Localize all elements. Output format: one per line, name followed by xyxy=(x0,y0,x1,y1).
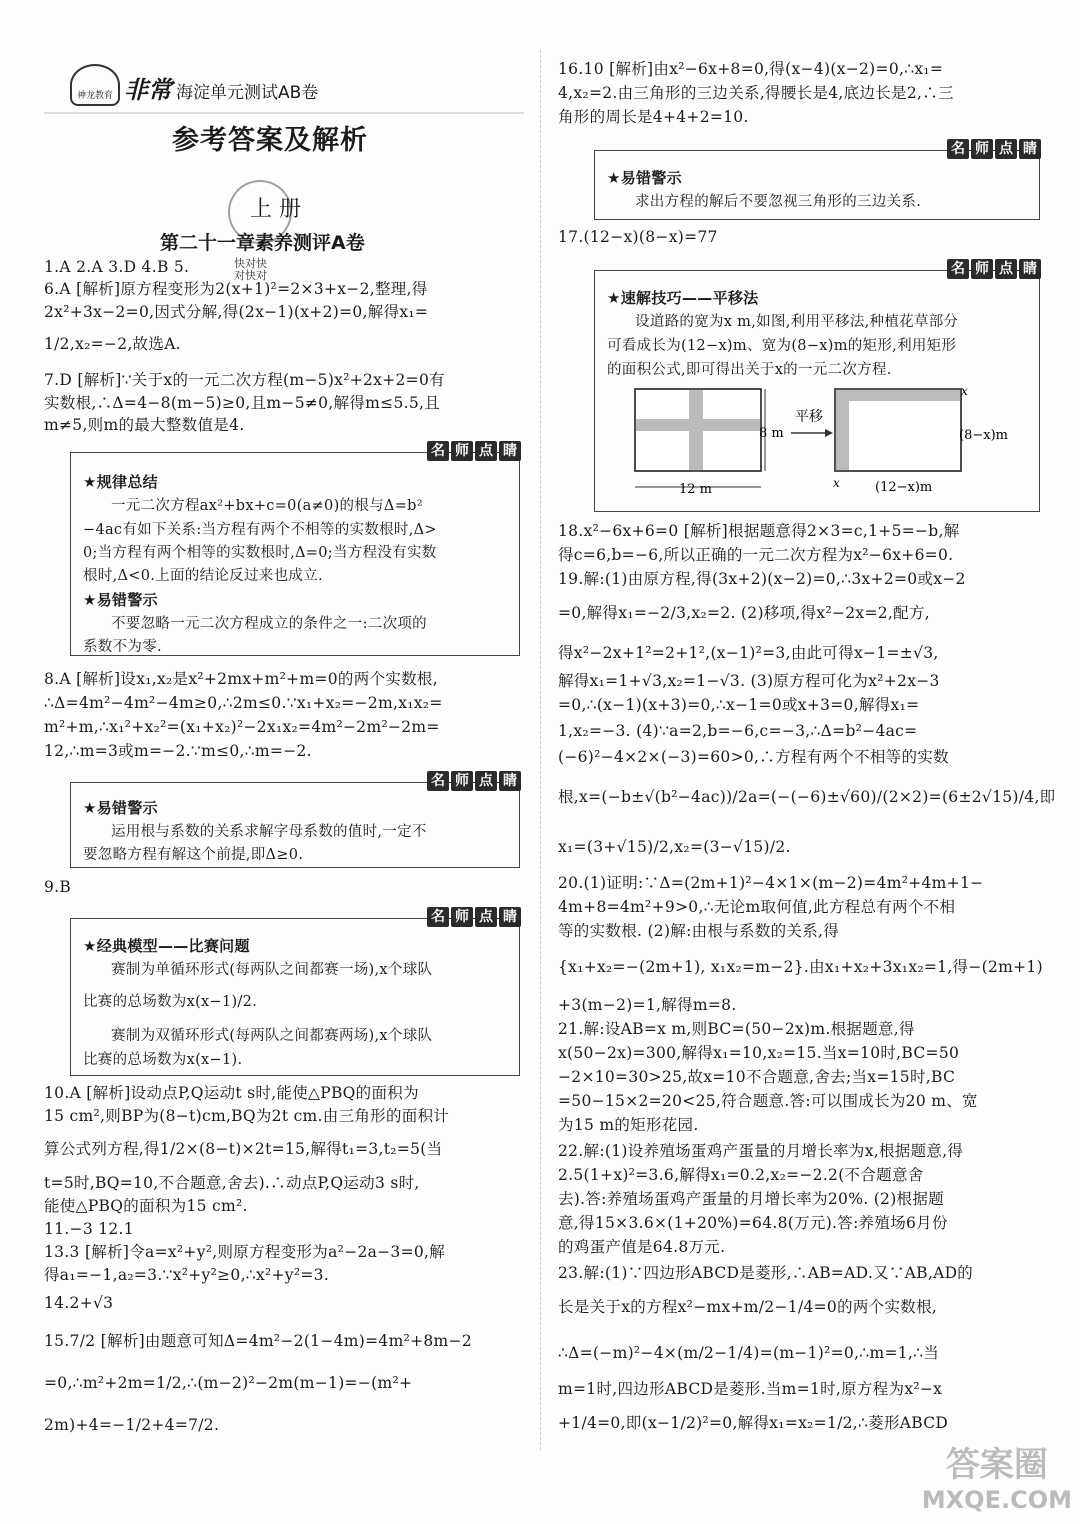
answer-line: (−6)²−4×2×(−3)=60>0,∴方程有两个不相等的实数 xyxy=(558,748,949,766)
answer-line: 得x²−2x+1²=2+1²,(x−1)²=3,由此可得x−1=±√3, xyxy=(558,644,939,662)
badge-char: 师 xyxy=(451,907,473,927)
answer-line: t=5时,BQ=10,不合题意,舍去).∴动点P,Q运动3 s时, xyxy=(44,1174,420,1192)
badge-char: 睛 xyxy=(1019,139,1041,159)
answer-line: 等的实数根. (2)解:由根与系数的关系,得 xyxy=(558,922,840,940)
answer-line: 17.(12−x)(8−x)=77 xyxy=(558,228,718,246)
tip-heading: ★易错警示 xyxy=(83,591,158,609)
tip-text: 系数不为零. xyxy=(83,639,162,655)
answer-line: +3(m−2)=1,解得m=8. xyxy=(558,996,737,1014)
badge-char: 点 xyxy=(475,771,497,791)
badge-char: 名 xyxy=(947,259,969,279)
tip-text: 0;当方程有两个相等的实数根时,Δ=0;当方程没有实数 xyxy=(83,545,437,561)
tip-heading: ★规律总结 xyxy=(83,473,158,491)
answer-line: 9.B xyxy=(44,878,72,896)
tip-text: 赛制为双循环形式(每两队之间都赛两场),x个球队 xyxy=(111,1028,433,1044)
answer-line: 4m+8=4m²+9>0,∴无论m取何值,此方程总有两个不相 xyxy=(558,898,956,916)
badge-char: 睛 xyxy=(1019,259,1041,279)
tip-text: 设道路的宽为x m,如图,利用平移法,种植花草部分 xyxy=(635,314,959,330)
badge-char: 师 xyxy=(971,139,993,159)
fig-w2-label: (12−x)m xyxy=(875,480,933,495)
answer-line: x₁=(3+√15)/2,x₂=(3−√15)/2. xyxy=(558,838,791,856)
answer-line: ∴Δ=4m²−4m²−4m≥0,∴2m≤0.∵x₁+x₂=−2m,x₁x₂= xyxy=(44,694,443,712)
answer-line: 14.2+√3 xyxy=(44,1294,114,1312)
answer-line: 算公式列方程,得1/2×(8−t)×2t=15,解得t₁=3,t₂=5(当 xyxy=(44,1140,443,1158)
answer-line: 8.A [解析]设x₁,x₂是x²+2mx+m²+m=0的两个实数根, xyxy=(44,670,438,688)
answer-line: 根,x=(−b±√(b²−4ac))/2a=(−(−6)±√60)/(2×2)=(6±2√15)/4,即 xyxy=(558,788,1056,806)
answer-line: =0,∴(x−1)(x+3)=0,∴x−1=0或x+3=0,解得x₁= xyxy=(558,696,920,714)
tip-text: 赛制为单循环形式(每两队之间都赛一场),x个球队 xyxy=(111,962,433,978)
tip-text: 一元二次方程ax²+bx+c=0(a≠0)的根与Δ=b² xyxy=(111,498,423,514)
tip-text: 要忽略方程有解这个前提,即Δ≥0. xyxy=(83,847,304,863)
tip-text: 根时,Δ<0.上面的结论反过来也成立. xyxy=(83,568,323,584)
series-title: 海淀单元测试AB卷 xyxy=(176,83,319,103)
tip-badge xyxy=(947,259,1041,279)
fig-arrow-label: 平移 xyxy=(795,409,823,425)
answer-line: 意,得15×3.6×(1+20%)=64.8(万元).答:养殖场6月份 xyxy=(558,1214,948,1232)
badge-char: 睛 xyxy=(499,907,521,927)
fig-x-label: x xyxy=(961,384,968,398)
header-rule xyxy=(44,112,524,114)
badge-char: 名 xyxy=(427,771,449,791)
tip-badge xyxy=(427,907,521,927)
answer-line: 13.3 [解析]令a=x²+y²,则原方程变形为a²−2a−3=0,解 xyxy=(44,1243,446,1261)
answer-line: 23.解:(1)∵四边形ABCD是菱形,∴AB=AD.又∵AB,AD的 xyxy=(558,1264,974,1282)
tip-text: 的面积公式,即可得出关于x的一元二次方程. xyxy=(607,362,892,378)
watermark xyxy=(922,1437,1072,1514)
answer-line: =0,解得x₁=−2/3,x₂=2. (2)移项,得x²−2x=2,配方, xyxy=(558,604,930,622)
fig-width-label: 12 m xyxy=(679,482,713,497)
publisher-logo xyxy=(70,64,120,106)
watermark-line: 答案圈 xyxy=(945,1445,1048,1485)
badge-char: 点 xyxy=(995,259,1017,279)
answer-line: 15 cm²,则BP为(8−t)cm,BQ为2t cm.由三角形的面积计 xyxy=(44,1107,450,1125)
answer-line: m≠5,则m的最大整数值是4. xyxy=(44,416,245,434)
answer-line: 2.5(1+x)²=3.6,解得x₁=0.2,x₂=−2.2(不合题意舍 xyxy=(558,1166,924,1184)
answer-line: 得c=6,b=−6,所以正确的一元二次方程为x²−6x+6=0. xyxy=(558,546,954,564)
fig-x-label: x xyxy=(833,476,840,490)
answer-line: 为15 m的矩形花园. xyxy=(558,1116,699,1134)
answer-line: 10.A [解析]设动点P,Q运动t s时,能使△PBQ的面积为 xyxy=(44,1084,419,1102)
fig-h2-label: (8−x)m xyxy=(959,428,1008,443)
answer-line: 16.10 [解析]由x²−6x+8=0,得(x−4)(x−2)=0,∴x₁= xyxy=(558,60,944,78)
tip-text: 比赛的总场数为x(x−1)/2. xyxy=(83,994,258,1010)
answer-line: 6.A [解析]原方程变形为2(x+1)²=2×3+x−2,整理,得 xyxy=(44,280,428,298)
fig-height-label: 8 m xyxy=(759,426,784,441)
answer-line: 角形的周长是4+4+2=10. xyxy=(558,108,749,126)
answer-line: =50−15×2=20<25,符合题意.答:可以围成长为20 m、宽 xyxy=(558,1092,978,1110)
answer-line: 的鸡蛋产值是64.8万元. xyxy=(558,1238,726,1256)
tip-text: −4ac有如下关系:当方程有两个不相等的实数根时,Δ> xyxy=(83,522,437,538)
badge-char: 点 xyxy=(475,907,497,927)
volume-label: 上 册 xyxy=(250,197,301,222)
answer-line: x(50−2x)=300,解得x₁=10,x₂=15.当x=10时,BC=50 xyxy=(558,1044,960,1062)
tip-badge xyxy=(947,139,1041,159)
tip-box-error-warning xyxy=(70,773,520,868)
answer-line: 20.(1)证明:∵Δ=(2m+1)²−4×1×(m−2)=4m²+4m+1− xyxy=(558,874,984,892)
badge-char: 名 xyxy=(427,441,449,461)
answer-line: 实数根,∴Δ=4−8(m−5)≥0,且m−5≠0,解得m≤5.5,且 xyxy=(44,394,441,412)
tip-text: 求出方程的解后不要忽视三角形的三边关系. xyxy=(635,194,922,210)
answer-line: 21.解:设AB=x m,则BC=(50−2x)m.根据题意,得 xyxy=(558,1020,915,1038)
tip-text: 比赛的总场数为x(x−1). xyxy=(83,1052,243,1068)
translation-figure xyxy=(595,383,1035,509)
badge-char: 师 xyxy=(451,441,473,461)
answer-line: m²+m,∴x₁²+x₂²=(x₁+x₂)²−2x₁x₂=4m²−2m²−2m= xyxy=(44,718,440,736)
answer-line: +1/4=0,即(x−1/2)²=0,解得x₁=x₂=1/2,∴菱形ABCD xyxy=(558,1414,949,1432)
answer-line: 22.解:(1)设养殖场蛋鸡产蛋量的月增长率为x,根据题意,得 xyxy=(558,1142,964,1160)
answer-line: 1/2,x₂=−2,故选A. xyxy=(44,335,181,353)
badge-char: 名 xyxy=(427,907,449,927)
answer-line: 长是关于x的方程x²−mx+m/2−1/4=0的两个实数根, xyxy=(558,1298,938,1316)
answer-line: 7.D [解析]∵关于x的一元二次方程(m−5)x²+2x+2=0有 xyxy=(44,371,445,389)
answer-line: m=1时,四边形ABCD是菱形.当m=1时,原方程为x²−x xyxy=(558,1380,943,1398)
answer-line: 19.解:(1)由原方程,得(3x+2)(x−2)=0,∴3x+2=0或x−2 xyxy=(558,570,966,588)
answer-line: 1,x₂=−3. (4)∵a=2,b=−6,c=−3,∴Δ=b²−4ac= xyxy=(558,722,918,740)
answer-line: 15.7/2 [解析]由题意可知Δ=4m²−2(1−4m)=4m²+8m−2 xyxy=(44,1332,472,1350)
answer-line: 去).答:养殖场蛋鸡产蛋量的月增长率为20%. (2)根据题 xyxy=(558,1190,944,1208)
answer-line: 能使△PBQ的面积为15 cm². xyxy=(44,1197,248,1215)
garden-rect-translated xyxy=(835,389,961,471)
answer-line: −2×10=30>25,故x=10不合题意,舍去;当x=15时,BC xyxy=(558,1068,956,1086)
badge-char: 名 xyxy=(947,139,969,159)
answer-line: ∴Δ=(−m)²−4×(m/2−1/4)=(m−1)²=0,∴m=1,∴当 xyxy=(558,1344,940,1362)
chapter-title: 第二十一章素养测评A卷 xyxy=(160,232,365,254)
tip-text: 不要忽略一元二次方程成立的条件之一:二次项的 xyxy=(111,616,427,632)
badge-char: 睛 xyxy=(499,771,521,791)
tip-heading: ★易错警示 xyxy=(83,799,158,817)
tip-text: 可看成长为(12−x)m、宽为(8−x)m的矩形,利用矩形 xyxy=(607,338,957,354)
tip-heading: ★速解技巧——平移法 xyxy=(607,289,759,307)
logo-label: 神龙教育 xyxy=(76,91,113,101)
badge-char: 师 xyxy=(971,259,993,279)
tip-box-triangle-warning xyxy=(594,141,1040,220)
answer-line: 12,∴m=3或m=−2.∵m≤0,∴m=−2. xyxy=(44,742,312,760)
doc-title: 参考答案及解析 xyxy=(172,125,368,156)
tip-heading: ★经典模型——比赛问题 xyxy=(83,937,250,955)
tip-badge xyxy=(427,771,521,791)
road-horizontal xyxy=(635,419,761,431)
column-divider xyxy=(540,50,541,1450)
watermark-url: MXQE.COM xyxy=(921,1486,1072,1514)
answer-line: 1.A 2.A 3.D 4.B 5. xyxy=(44,258,190,276)
stamp-text: 快对快对快对 xyxy=(234,257,267,282)
answer-line: 解得x₁=1+√3,x₂=1−√3. (3)原方程可化为x²+2x−3 xyxy=(558,672,940,690)
tip-box-translation-method xyxy=(594,261,1040,512)
answer-line: =0,∴m²+2m=1/2,∴(m−2)²−2m(m−1)=−(m²+ xyxy=(44,1374,413,1392)
answer-line: 2m)+4=−1/2+4=7/2. xyxy=(44,1416,220,1434)
tip-heading: ★易错警示 xyxy=(607,169,682,187)
answer-line: 4,x₂=2.由三角形的三边关系,得腰长是4,底边长是2,∴三 xyxy=(558,84,954,102)
answer-line: 2x²+3x−2=0,因式分解,得(2x−1)(x+2)=0,解得x₁= xyxy=(44,303,429,321)
tip-box-classic-model xyxy=(70,909,520,1076)
tip-text: 运用根与系数的关系求解字母系数的值时,一定不 xyxy=(111,824,427,840)
answer-line: {x₁+x₂=−(2m+1), x₁x₂=m−2}.由x₁+x₂+3x₁x₂=1,得−(2m+1) xyxy=(558,958,1043,976)
tip-badge xyxy=(427,441,521,461)
answer-line: 得a₁=−1,a₂=3.∵x²+y²≥0,∴x²+y²=3. xyxy=(44,1266,330,1284)
badge-char: 点 xyxy=(995,139,1017,159)
answer-line: 18.x²−6x+6=0 [解析]根据题意得2×3=c,1+5=−b,解 xyxy=(558,522,960,540)
badge-char: 点 xyxy=(475,441,497,461)
tip-box-rule-summary xyxy=(70,443,520,656)
brand-script: 非常 xyxy=(124,75,172,104)
badge-char: 师 xyxy=(451,771,473,791)
badge-char: 睛 xyxy=(499,441,521,461)
answer-line: 11.−3 12.1 xyxy=(44,1220,134,1238)
